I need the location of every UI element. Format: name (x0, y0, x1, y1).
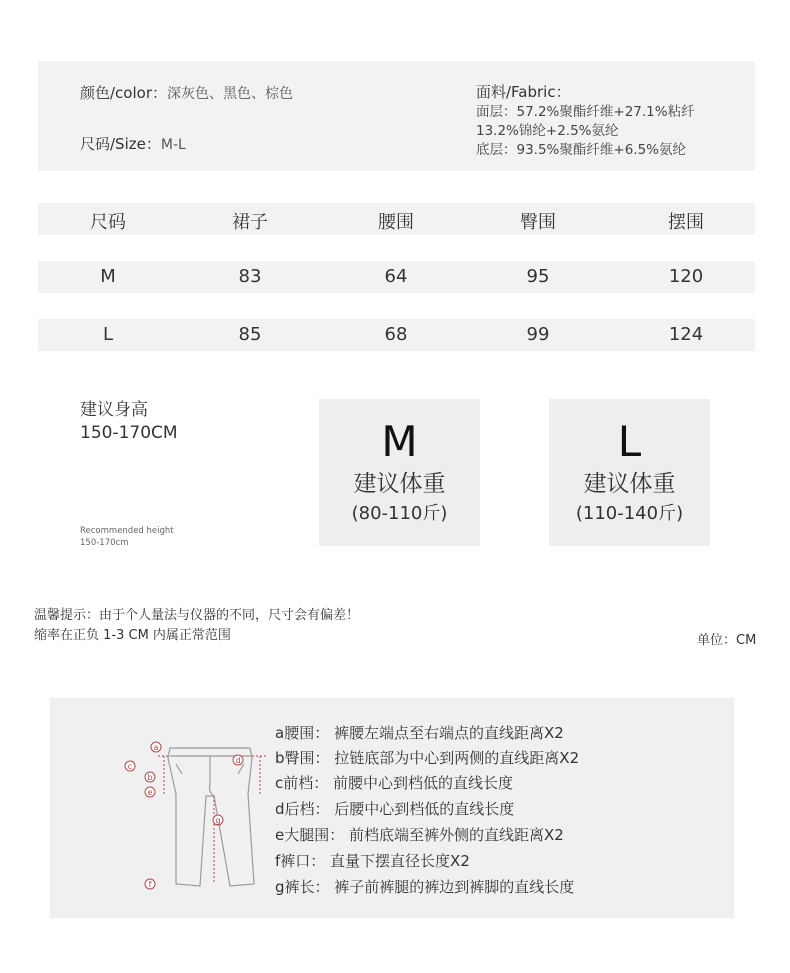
marker-d: d (235, 756, 241, 765)
size-card-l (549, 399, 710, 546)
marker-f: f (148, 880, 152, 889)
recommend-small-1: Recommended height (80, 526, 174, 536)
marker-b: b (147, 773, 153, 782)
pants-sketch (168, 748, 254, 886)
pants-diagram (118, 734, 278, 914)
cell-m-hip: 95 (526, 266, 550, 287)
size-info (80, 133, 186, 154)
marker-c: c (127, 762, 133, 771)
measurement-panel (50, 698, 734, 918)
measurement-b: b臀围： 拉链底部为中心到两侧的直线距离X2 (275, 749, 580, 767)
measurement-f: f裤口： 直量下摆直径长度X2 (275, 852, 470, 870)
recommend-height: 150-170CM (80, 423, 178, 443)
size-card-m-size: M (381, 417, 418, 466)
cell-l-waist: 68 (384, 324, 408, 345)
fabric-label: 面料/Fabric： (476, 83, 571, 101)
marker-a: a (153, 743, 159, 752)
size-card-m-label: 建议体重 (353, 471, 446, 497)
cell-l-size: L (102, 324, 114, 345)
tip-note-2: 缩率在正负 1-3 CM 内属正常范围 (34, 628, 231, 643)
header-hip: 臀围 (520, 212, 556, 233)
size-card-l-label: 建议体重 (583, 471, 676, 497)
measurement-e: e大腿围： 前档底端至裤外侧的直线距离X2 (275, 826, 564, 844)
cell-l-hip: 99 (526, 324, 550, 345)
size-card-l-range: (110-140斤) (575, 503, 684, 524)
fabric-line-2: 13.2%锦纶+2.5%氨纶 (476, 123, 619, 139)
cell-l-length: 85 (238, 324, 262, 345)
cell-m-size: M (100, 266, 116, 287)
unit-label: 单位：CM (697, 633, 757, 648)
color-info (80, 82, 293, 103)
cell-l-hem: 124 (668, 324, 704, 345)
tip-note-1: 温馨提示：由于个人量法与仪器的不同，尺寸会有偏差！ (34, 608, 360, 623)
color-label: 颜色/color： (80, 84, 167, 102)
recommend-small-2: 150-170cm (80, 538, 129, 548)
product-info-panel (38, 61, 755, 171)
fabric-line-1: 面层：57.2%聚酯纤维+27.1%粘纤 (476, 104, 695, 120)
header-hem: 摆围 (668, 212, 704, 233)
color-value: 深灰色、黑色、棕色 (167, 86, 293, 102)
measurement-c: c前档： 前腰中心到档低的直线长度 (275, 774, 514, 792)
marker-e: e (147, 788, 153, 797)
measurement-g: g裤长： 裤子前裤腿的裤边到裤脚的直线长度 (275, 878, 575, 896)
fabric-line-3: 底层：93.5%聚酯纤维+6.5%氨纶 (476, 142, 686, 158)
size-card-m-range: (80-110斤) (351, 503, 448, 524)
cell-m-hem: 120 (668, 266, 704, 287)
measurement-a: a腰围： 裤腰左端点至右端点的直线距离X2 (275, 724, 564, 742)
recommend-title: 建议身高 (80, 400, 148, 420)
header-waist: 腰围 (378, 212, 414, 233)
cell-m-waist: 64 (384, 266, 408, 287)
cell-m-length: 83 (238, 266, 262, 287)
size-label: 尺码/Size： (80, 135, 161, 153)
diagram-markers (125, 742, 243, 889)
marker-g: g (215, 816, 221, 825)
size-card-l-size: L (617, 417, 642, 466)
header-length: 裙子 (232, 212, 268, 233)
measurement-d: d后档： 后腰中心到档低的直线长度 (275, 800, 515, 818)
size-value: M-L (160, 137, 186, 153)
header-size: 尺码 (90, 212, 126, 233)
size-card-m (319, 399, 480, 546)
